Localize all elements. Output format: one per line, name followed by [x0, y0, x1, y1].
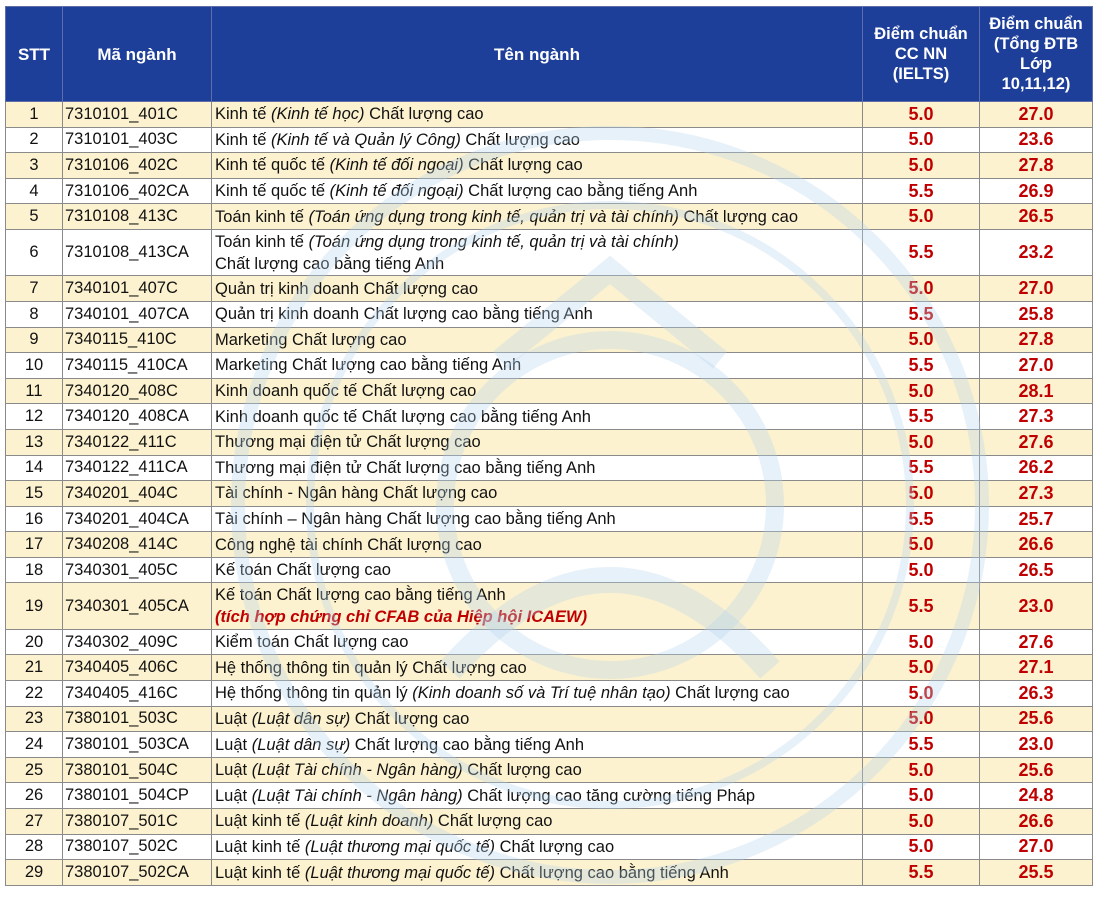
row-program-code: 7340301_405C	[63, 557, 212, 583]
header-ielts-line: CC NN	[894, 45, 948, 63]
program-name-text: Hệ thống thông tin quản lý	[215, 684, 413, 703]
row-ielts-score: 5.5	[863, 178, 980, 204]
row-gpa-score: 23.0	[980, 583, 1093, 629]
header-stt: STT	[6, 7, 63, 102]
row-stt: 19	[6, 583, 63, 629]
row-program-name	[212, 127, 863, 153]
table-row	[6, 327, 1093, 353]
program-specialization: (Luật dân sự)	[251, 709, 351, 728]
table-row	[6, 655, 1093, 681]
row-gpa-score: 27.6	[980, 629, 1093, 655]
row-program-code: 7340302_409C	[63, 629, 212, 655]
row-program-code: 7340208_414C	[63, 532, 212, 558]
row-gpa-score: 27.1	[980, 655, 1093, 681]
row-stt: 22	[6, 681, 63, 707]
program-name-text: Hệ thống thông tin quản lý Chất lượng cao	[215, 658, 527, 677]
program-name-text: Kế toán Chất lượng cao	[215, 561, 391, 580]
row-gpa-score: 26.5	[980, 204, 1093, 230]
row-stt: 14	[6, 455, 63, 481]
program-name-text: Chất lượng cao	[495, 837, 615, 856]
row-ielts-score: 5.5	[863, 860, 980, 886]
table-row	[6, 178, 1093, 204]
table-row	[6, 706, 1093, 732]
row-ielts-score: 5.0	[863, 532, 980, 558]
row-gpa-score: 26.2	[980, 455, 1093, 481]
row-gpa-score: 27.6	[980, 429, 1093, 455]
table-row	[6, 783, 1093, 809]
row-stt: 28	[6, 834, 63, 860]
row-program-code: 7340101_407CA	[63, 301, 212, 327]
table-row	[6, 429, 1093, 455]
row-program-name	[212, 681, 863, 707]
row-stt: 1	[6, 102, 63, 128]
row-gpa-score: 26.6	[980, 809, 1093, 835]
header-code: Mã ngành	[63, 7, 212, 102]
row-stt: 6	[6, 229, 63, 275]
row-program-code: 7380101_504C	[63, 757, 212, 783]
row-program-name	[212, 732, 863, 758]
table-row	[6, 102, 1093, 128]
table-row	[6, 455, 1093, 481]
row-program-name	[212, 655, 863, 681]
admission-score-table	[5, 6, 1093, 886]
row-program-name	[212, 834, 863, 860]
program-name-text: Quản trị kinh doanh Chất lượng cao	[215, 279, 479, 298]
row-stt: 5	[6, 204, 63, 230]
table-header-row	[6, 7, 1093, 102]
row-program-name	[212, 204, 863, 230]
row-gpa-score: 26.5	[980, 557, 1093, 583]
program-specialization: (Kinh tế đối ngoại)	[329, 156, 464, 175]
program-name-text: Kinh tế quốc tế	[215, 156, 330, 175]
row-stt: 23	[6, 706, 63, 732]
program-name-text: Chất lượng cao	[463, 156, 583, 175]
program-specialization: (Kinh tế học)	[270, 105, 365, 124]
row-program-code: 7380101_503CA	[63, 732, 212, 758]
table-row	[6, 860, 1093, 886]
program-specialization: (Luật thương mại quốc tế)	[304, 837, 496, 856]
row-stt: 25	[6, 757, 63, 783]
row-ielts-score: 5.0	[863, 127, 980, 153]
row-ielts-score: 5.0	[863, 706, 980, 732]
program-specialization: (Luật Tài chính - Ngân hàng)	[251, 761, 463, 780]
row-program-code: 7310101_401C	[63, 102, 212, 128]
row-gpa-score: 23.0	[980, 732, 1093, 758]
row-program-name	[212, 429, 863, 455]
program-name-text: Toán kinh tế	[215, 232, 309, 251]
program-name-text: Chất lượng cao bằng tiếng Anh	[350, 735, 584, 754]
program-name-text: Luật	[215, 709, 252, 728]
row-stt: 3	[6, 153, 63, 179]
row-program-name	[212, 404, 863, 430]
program-name-text: Luật	[215, 735, 252, 754]
program-name-text: Chất lượng cao	[670, 684, 790, 703]
row-stt: 13	[6, 429, 63, 455]
program-name-text: Chất lượng cao	[462, 761, 582, 780]
table-row	[6, 229, 1093, 275]
row-ielts-score: 5.0	[863, 557, 980, 583]
row-program-name	[212, 757, 863, 783]
row-ielts-score: 5.5	[863, 353, 980, 379]
row-gpa-score: 27.0	[980, 102, 1093, 128]
row-gpa-score: 27.0	[980, 276, 1093, 302]
program-specialization: (Toán ứng dụng trong kinh tế, quản trị và tài chính)	[308, 207, 679, 226]
row-gpa-score: 26.6	[980, 532, 1093, 558]
program-name-text: Chất lượng cao bằng tiếng Anh	[495, 863, 729, 882]
row-program-name	[212, 102, 863, 128]
row-program-code: 7340120_408CA	[63, 404, 212, 430]
program-specialization: (Toán ứng dụng trong kinh tế, quản trị và tài chính)	[308, 232, 679, 251]
table-body	[6, 102, 1093, 886]
row-ielts-score: 5.0	[863, 655, 980, 681]
program-specialization: (Kinh tế đối ngoại)	[329, 182, 464, 201]
program-name-text: Luật kinh tế	[215, 837, 305, 856]
row-program-name	[212, 327, 863, 353]
row-program-name	[212, 783, 863, 809]
row-program-code: 7340201_404CA	[63, 506, 212, 532]
row-ielts-score: 5.0	[863, 378, 980, 404]
row-program-name	[212, 378, 863, 404]
row-gpa-score: 26.3	[980, 681, 1093, 707]
header-gpa-line: Điểm chuẩn	[989, 15, 1083, 33]
row-gpa-score: 25.6	[980, 757, 1093, 783]
row-program-name	[212, 860, 863, 886]
table-row	[6, 629, 1093, 655]
row-program-code: 7380101_503C	[63, 706, 212, 732]
row-program-name	[212, 629, 863, 655]
row-program-name	[212, 506, 863, 532]
program-name-text: Luật	[215, 761, 252, 780]
row-program-code: 7340122_411C	[63, 429, 212, 455]
table-row	[6, 353, 1093, 379]
program-name-text: Kinh tế quốc tế	[215, 182, 330, 201]
row-ielts-score: 5.5	[863, 301, 980, 327]
row-stt: 20	[6, 629, 63, 655]
program-name-text: Kinh doanh quốc tế Chất lượng cao	[215, 382, 477, 401]
program-name-text: Luật kinh tế	[215, 863, 305, 882]
row-gpa-score: 28.1	[980, 378, 1093, 404]
row-stt: 29	[6, 860, 63, 886]
header-gpa-score	[980, 7, 1093, 102]
row-stt: 18	[6, 557, 63, 583]
row-ielts-score: 5.0	[863, 102, 980, 128]
program-specialization: (Luật dân sự)	[251, 735, 351, 754]
row-program-name	[212, 153, 863, 179]
row-ielts-score: 5.0	[863, 481, 980, 507]
row-ielts-score: 5.0	[863, 809, 980, 835]
program-name-text: Công nghệ tài chính Chất lượng cao	[215, 535, 482, 554]
row-program-code: 7340201_404C	[63, 481, 212, 507]
row-gpa-score: 27.0	[980, 834, 1093, 860]
row-ielts-score: 5.0	[863, 834, 980, 860]
program-name-text: Thương mại điện tử Chất lượng cao bằng tiếng Anh	[215, 458, 596, 477]
header-gpa-line: (Tổng ĐTB	[993, 35, 1079, 53]
row-program-code: 7340101_407C	[63, 276, 212, 302]
row-gpa-score: 23.6	[980, 127, 1093, 153]
header-ielts-line: (IELTS)	[892, 65, 950, 83]
row-program-name	[212, 353, 863, 379]
row-gpa-score: 26.9	[980, 178, 1093, 204]
row-program-code: 7380107_502CA	[63, 860, 212, 886]
table-row	[6, 583, 1093, 629]
program-name-text: Chất lượng cao	[460, 130, 580, 149]
row-stt: 4	[6, 178, 63, 204]
row-gpa-score: 27.0	[980, 353, 1093, 379]
table-row	[6, 301, 1093, 327]
row-stt: 7	[6, 276, 63, 302]
row-gpa-score: 25.5	[980, 860, 1093, 886]
table-row	[6, 204, 1093, 230]
row-stt: 16	[6, 506, 63, 532]
table-row	[6, 506, 1093, 532]
row-program-name	[212, 455, 863, 481]
row-program-name	[212, 706, 863, 732]
row-gpa-score: 24.8	[980, 783, 1093, 809]
table-row	[6, 757, 1093, 783]
row-program-code: 7380107_501C	[63, 809, 212, 835]
row-program-code: 7340122_411CA	[63, 455, 212, 481]
row-program-name	[212, 809, 863, 835]
row-stt: 21	[6, 655, 63, 681]
row-ielts-score: 5.0	[863, 204, 980, 230]
row-program-name	[212, 276, 863, 302]
row-stt: 26	[6, 783, 63, 809]
row-program-name	[212, 557, 863, 583]
row-program-name	[212, 532, 863, 558]
row-program-name	[212, 229, 863, 275]
row-program-code: 7310108_413CA	[63, 229, 212, 275]
row-stt: 10	[6, 353, 63, 379]
table-row	[6, 153, 1093, 179]
row-ielts-score: 5.0	[863, 681, 980, 707]
table-row	[6, 732, 1093, 758]
row-program-code: 7310106_402C	[63, 153, 212, 179]
row-ielts-score: 5.5	[863, 229, 980, 275]
program-name-text: Kinh doanh quốc tế Chất lượng cao bằng tiếng Anh	[215, 407, 591, 426]
program-name-text: Chất lượng cao	[350, 709, 470, 728]
row-gpa-score: 27.8	[980, 153, 1093, 179]
header-ielts-line: Điểm chuẩn	[874, 25, 968, 43]
row-gpa-score: 25.8	[980, 301, 1093, 327]
header-gpa-line: Lớp	[1020, 55, 1052, 73]
program-specialization: (Luật thương mại quốc tế)	[304, 863, 496, 882]
program-note: (tích hợp chứng chỉ CFAB của Hiệp hội ICAEW)	[215, 608, 588, 627]
row-stt: 15	[6, 481, 63, 507]
header-ielts-score	[863, 7, 980, 102]
table-row	[6, 809, 1093, 835]
table-row	[6, 127, 1093, 153]
row-stt: 8	[6, 301, 63, 327]
row-stt: 2	[6, 127, 63, 153]
row-program-code: 7380107_502C	[63, 834, 212, 860]
program-name-text: Luật	[215, 786, 252, 805]
row-ielts-score: 5.5	[863, 583, 980, 629]
row-program-code: 7340405_416C	[63, 681, 212, 707]
header-name: Tên ngành	[212, 7, 863, 102]
row-program-code: 7310106_402CA	[63, 178, 212, 204]
row-program-code: 7340115_410CA	[63, 353, 212, 379]
program-name-text: Toán kinh tế	[215, 207, 309, 226]
table-row	[6, 404, 1093, 430]
row-gpa-score: 27.3	[980, 481, 1093, 507]
row-stt: 17	[6, 532, 63, 558]
program-name-text: Quản trị kinh doanh Chất lượng cao bằng tiếng Anh	[215, 305, 593, 324]
program-name-text: Kiểm toán Chất lượng cao	[215, 633, 409, 652]
row-stt: 11	[6, 378, 63, 404]
row-gpa-score: 25.7	[980, 506, 1093, 532]
program-name-text: Luật kinh tế	[215, 812, 305, 831]
program-name-text: Chất lượng cao	[433, 812, 553, 831]
row-ielts-score: 5.5	[863, 732, 980, 758]
program-name-text: Chất lượng cao bằng tiếng Anh	[463, 182, 698, 201]
row-ielts-score: 5.5	[863, 506, 980, 532]
row-ielts-score: 5.0	[863, 153, 980, 179]
row-program-code: 7340120_408C	[63, 378, 212, 404]
row-ielts-score: 5.0	[863, 276, 980, 302]
row-stt: 24	[6, 732, 63, 758]
row-stt: 9	[6, 327, 63, 353]
table-row	[6, 557, 1093, 583]
row-ielts-score: 5.0	[863, 629, 980, 655]
row-stt: 27	[6, 809, 63, 835]
table-row	[6, 481, 1093, 507]
program-name-text: Tài chính - Ngân hàng Chất lượng cao	[215, 484, 498, 503]
row-program-code: 7310101_403C	[63, 127, 212, 153]
program-name-text: Kế toán Chất lượng cao bằng tiếng Anh	[215, 586, 506, 605]
table-row	[6, 681, 1093, 707]
program-specialization: (Kinh doanh số và Trí tuệ nhân tạo)	[412, 684, 671, 703]
row-program-code: 7340115_410C	[63, 327, 212, 353]
program-name-text: Chất lượng cao bằng tiếng Anh	[215, 254, 445, 273]
row-ielts-score: 5.0	[863, 783, 980, 809]
row-gpa-score: 27.8	[980, 327, 1093, 353]
row-program-code: 7340405_406C	[63, 655, 212, 681]
table-row	[6, 834, 1093, 860]
table-row	[6, 532, 1093, 558]
row-ielts-score: 5.5	[863, 404, 980, 430]
program-name-text: Chất lượng cao	[364, 105, 484, 124]
row-program-code: 7380101_504CP	[63, 783, 212, 809]
table-row	[6, 276, 1093, 302]
row-ielts-score: 5.0	[863, 757, 980, 783]
program-specialization: (Luật kinh doanh)	[304, 812, 434, 831]
header-gpa-line: 10,11,12)	[1001, 75, 1071, 93]
program-name-text: Kinh tế	[215, 105, 271, 124]
table-row	[6, 378, 1093, 404]
program-specialization: (Kinh tế và Quản lý Công)	[270, 130, 461, 149]
row-ielts-score: 5.5	[863, 455, 980, 481]
row-program-name	[212, 301, 863, 327]
program-name-text: Marketing Chất lượng cao bằng tiếng Anh	[215, 356, 522, 375]
program-name-text: Chất lượng cao tăng cường tiếng Pháp	[462, 786, 755, 805]
row-program-code: 7340301_405CA	[63, 583, 212, 629]
row-gpa-score: 25.6	[980, 706, 1093, 732]
program-name-text: Tài chính – Ngân hàng Chất lượng cao bằng tiếng Anh	[215, 510, 616, 528]
row-program-name	[212, 178, 863, 204]
row-ielts-score: 5.0	[863, 327, 980, 353]
program-name-text: Marketing Chất lượng cao	[215, 330, 407, 349]
program-specialization: (Luật Tài chính - Ngân hàng)	[251, 786, 463, 805]
program-name-text: Kinh tế	[215, 130, 271, 149]
row-program-name	[212, 481, 863, 507]
row-stt: 12	[6, 404, 63, 430]
row-gpa-score: 27.3	[980, 404, 1093, 430]
row-program-name	[212, 583, 863, 629]
program-name-text: Chất lượng cao	[678, 207, 798, 226]
program-name-text: Thương mại điện tử Chất lượng cao	[215, 433, 481, 452]
row-ielts-score: 5.0	[863, 429, 980, 455]
row-program-code: 7310108_413C	[63, 204, 212, 230]
row-gpa-score: 23.2	[980, 229, 1093, 275]
